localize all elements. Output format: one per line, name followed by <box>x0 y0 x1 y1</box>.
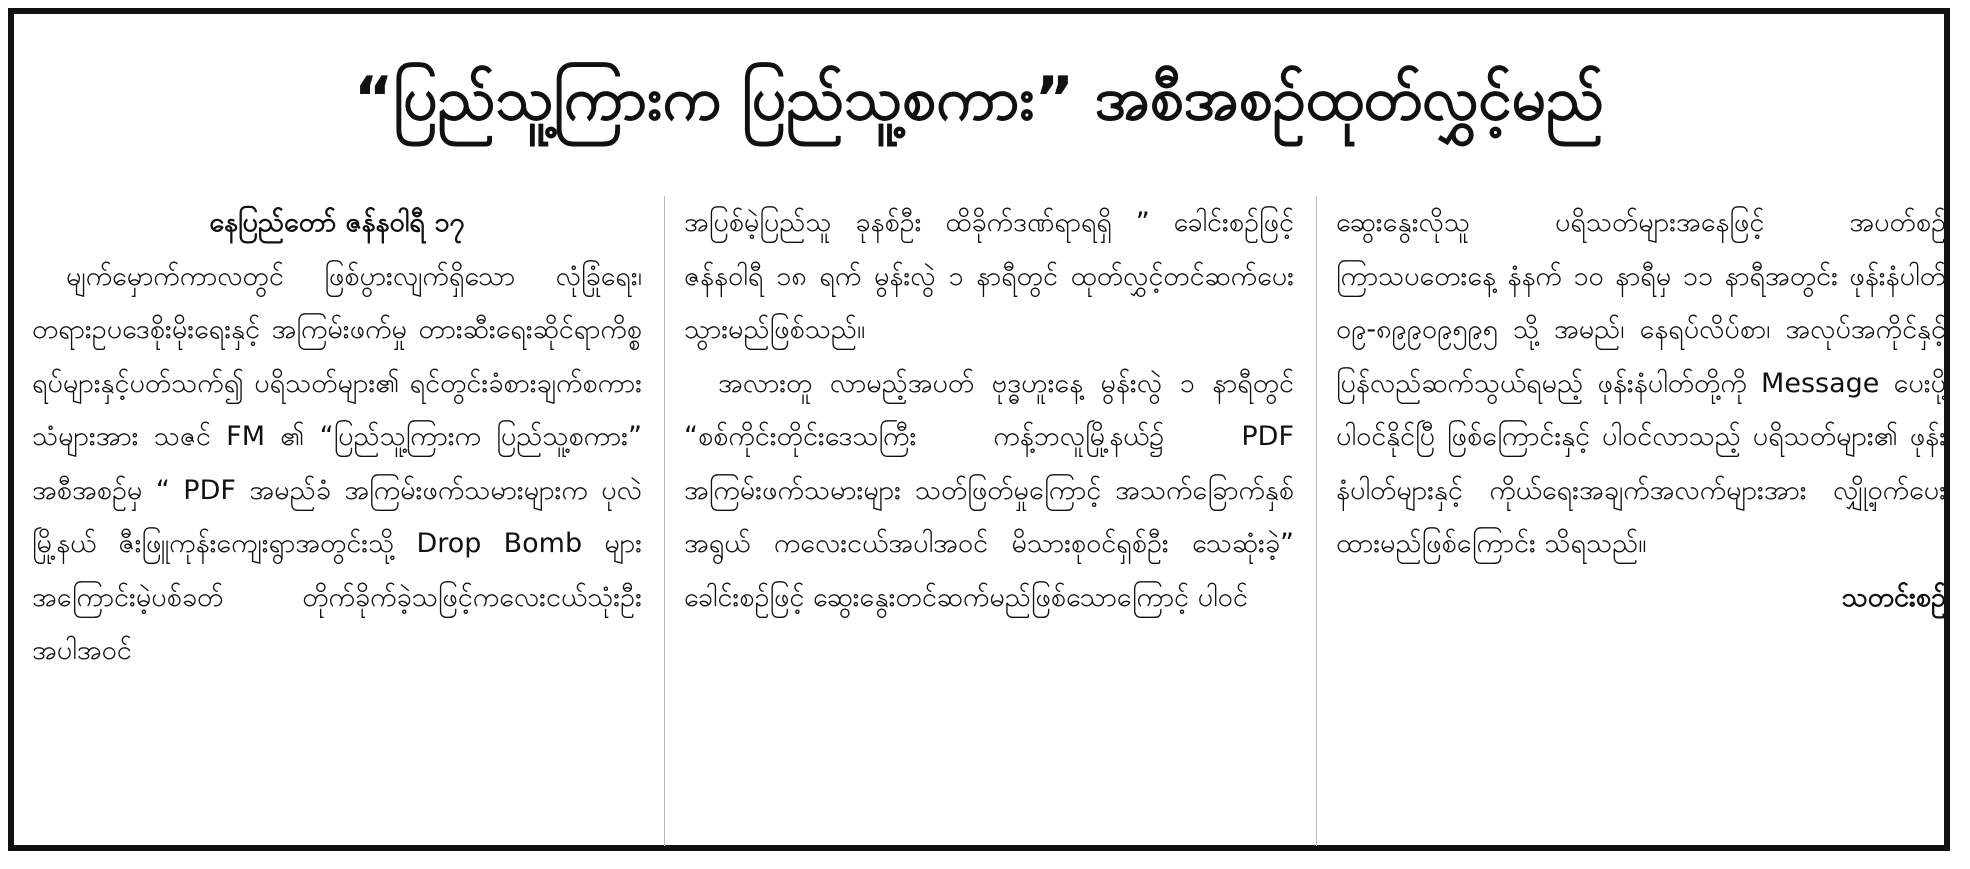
column-divider-1 <box>664 196 665 846</box>
paragraph-1-continued: အပြစ်မဲ့ပြည်သူ ခုနစ်ဦး ထိခိုက်ဒဏ်ရာရရှိ ” ခေါင်းစဉ်ဖြင့် ဇန်နဝါရီ ၁၈ ရက် မွန်းလွဲ ၁ နာရီတွင် ထုတ်လွှင့်တင်ဆက်ပေးသွားမည်ဖြစ်သည်။ <box>684 207 1294 345</box>
headline: “ပြည်သူ့ကြားက ပြည်သူ့စကား” အစီအစဉ်ထုတ်လွှင့်မည် <box>353 64 1605 134</box>
dateline: နေပြည်တော် ဇန်နဝါရီ ၁၇ <box>209 207 465 238</box>
column-divider-2 <box>1316 196 1317 846</box>
paragraph-2: အလားတူ လာမည့်အပတ် ဗုဒ္ဓဟူးနေ့ မွန်းလွဲ ၁ နာရီတွင် “စစ်ကိုင်းတိုင်းဒေသကြီး ကန့်ဘလူမြို့နယ်၌ PDF အကြမ်းဖက်သမားများ သတ်ဖြတ်မှုကြောင့် အသက်ခြောက်နှစ်အရွယ် ကလေးငယ်အပါအဝင် မိသားစုဝင်ရှစ်ဦး သေဆုံးခဲ့” ခေါင်းစဉ်ဖြင့် ဆွေးနွေးတင်ဆက်မည်ဖြစ်သောကြောင့် ပါဝင် <box>684 367 1294 613</box>
byline: သတင်းစဉ် <box>1841 581 1946 613</box>
column-3 <box>1336 196 1946 624</box>
article-frame <box>8 8 1950 851</box>
paragraph-2-continued: ဆွေးနွေးလိုသူ ပရိသတ်များအနေဖြင့် အပတ်စဉ် ကြာသပတေးနေ့ နံနက် ၁၀ နာရီမှ ၁၁ နာရီအတွင်း ဖုန်းနံပါတ် ၀၉-၈၉၉၀၉၅၉၅ သို့ အမည်၊ နေရပ်လိပ်စာ၊ အလုပ်အကိုင်နှင့် ပြန်လည်ဆက်သွယ်ရမည့် ဖုန်းနံပါတ်တို့ကို Message ပေးပို့ ပါဝင်နိုင်ပြီ ဖြစ်ကြောင်းနှင့် ပါဝင်လာသည့် ပရိသတ်များ၏ ဖုန်းနံပါတ်များနှင့် ကိုယ်ရေးအချက်အလက်များအား လျှို့ဝှက်ပေးထားမည်ဖြစ်ကြောင်း သိရသည်။ <box>1336 207 1946 559</box>
column-2 <box>684 196 1294 624</box>
column-1 <box>32 196 642 678</box>
paragraph-1: မျက်မှောက်ကာလတွင် ဖြစ်ပွားလျက်ရှိသော လုံခြုံရေး၊ တရားဥပဒေစိုးမိုးရေးနှင့် အကြမ်းဖက်မှု တားဆီးရေးဆိုင်ရာကိစ္စရပ်များနှင့်ပတ်သက်၍ ပရိသတ်များ၏ ရင်တွင်းခံစားချက်စကားသံများအား သဇင် FM ၏ “ပြည်သူ့ကြားက ပြည်သူ့စကား” အစီအစဉ်မှ “ PDF အမည်ခံ အကြမ်းဖက်သမားများက ပုလဲမြို့နယ် ဇီးဖြူကုန်းကျေးရွာအတွင်းသို့ Drop Bomb များ အကြောင်းမဲ့ပစ်ခတ် တိုက်ခိုက်ခဲ့သဖြင့်ကလေးငယ်သုံးဦးအပါအဝင် <box>32 260 642 666</box>
